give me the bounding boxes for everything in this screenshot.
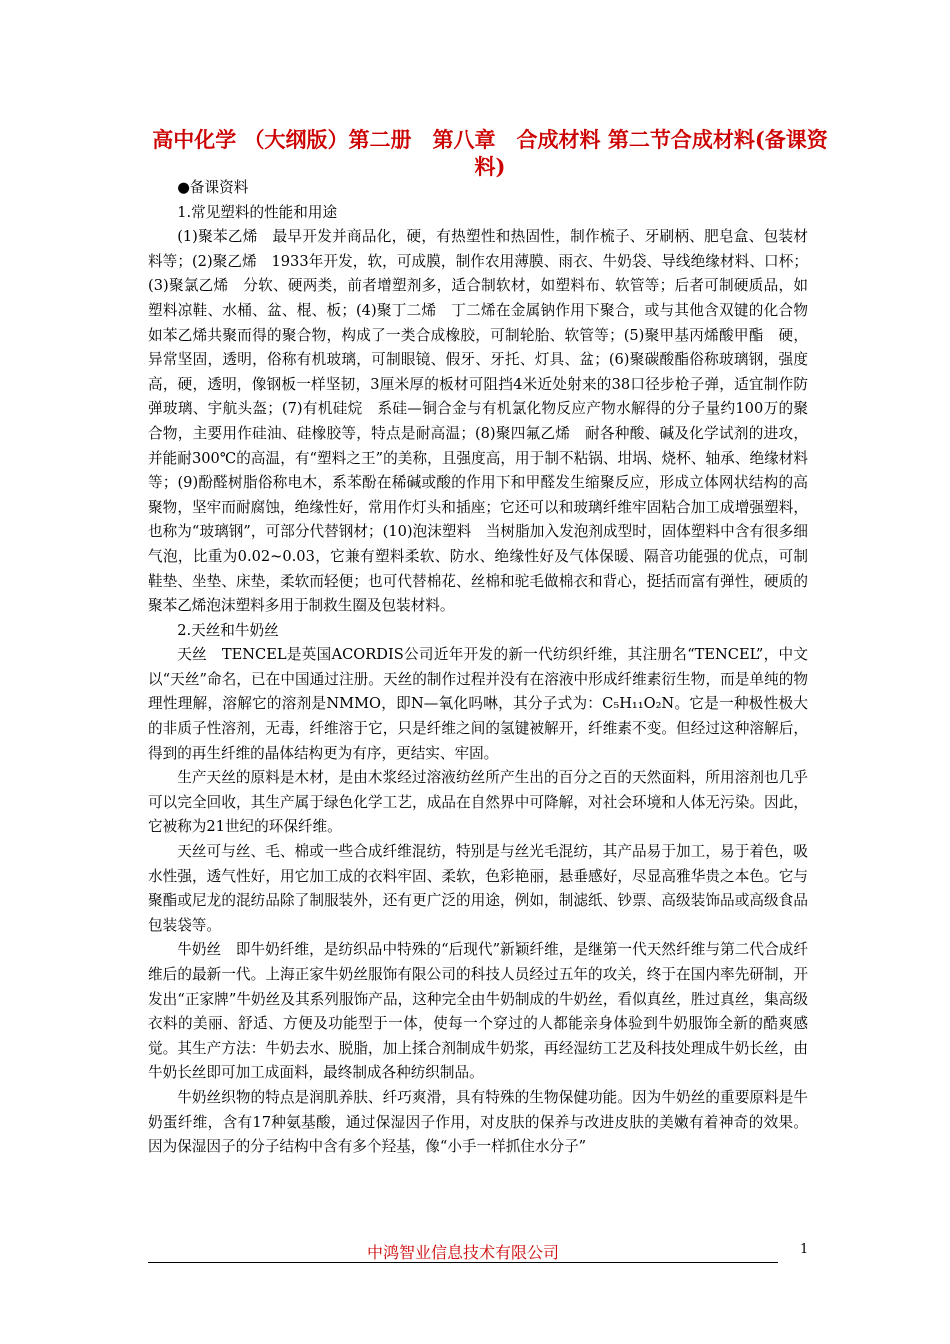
paragraph-plastics: (1)聚苯乙烯 最早开发并商品化，硬，有热塑性和热固性，制作梳子、牙刷柄、肥皂盒、包装材料等；(2)聚乙烯 1933年开发，软，可成膜，制作农用薄膜、雨衣、牛奶袋、导线绝缘材料、口杯；(3)聚氯乙烯 分软、硬两类，前者增塑剂多，适合制软材，如塑料布、软管等；后者可制硬质品，如塑料凉鞋、水桶、盆、棍、板；(4)聚丁二烯 丁二烯在金属钠作用下聚合，或与其他含双键的化合物如苯乙烯共聚而得的聚合物，构成了一类合成橡胶，可制轮胎、软管等；(5)聚甲基丙烯酸甲酯 硬，异常坚固，透明，俗称有机玻璃，可制眼镜、假牙、牙托、灯具、盆；(6)聚碳酸酯俗称玻璃钢，强度高，硬，透明，像钢板一样坚韧，3厘米厚的板材可阻挡4米近处射来的38口径步枪子弹，适宜制作防弹玻璃、宇航头盔；(7)有机硅烷 系硅—铜合金与有机氯化物反应产物水解得的分子量约100万的聚合物，主要用作硅油、硅橡胶等，特点是耐高温；(8)聚四氟乙烯 耐各种酸、碱及化学试剂的进攻，并能耐300℃的高温，有“塑料之王”的美称，且强度高，用于制不粘锅、坩埚、烧杯、轴承、绝缘材料等；(9)酚醛树脂俗称电木，系苯酚在稀碱或酸的作用下和甲醛发生缩聚反应，形成立体网状结构的高聚物，坚牢而耐腐蚀，绝缘性好，常用作灯头和插座；它还可以和玻璃纤维牢固粘合加工成增强塑料，也称为“玻璃钢”，可部分代替钢材；(10)泡沫塑料 当树脂加入发泡剂成型时，固体塑料中含有很多细气泡，比重为0.02~0.03，它兼有塑料柔软、防水、绝缘性好及气体保暖、隔音功能强的优点，可制鞋垫、坐垫、床垫，柔软而轻便；也可代替棉花、丝棉和驼毛做棉衣和背心，挺括而富有弹性，硬质的聚苯乙烯泡沫塑料多用于制救生圈及包装材料。 [148,228,808,615]
section-marker: ●备课资料 [177,179,249,196]
paragraph-milk-fiber-features: 牛奶丝织物的特点是润肌养肤、纤巧爽滑，具有特殊的生物保健功能。因为牛奶丝的重要原料是牛奶蛋纤维，含有17种氨基酸，通过保湿因子作用，对皮肤的保养与改进皮肤的美嫩有着神奇的效果。因为保湿因子的分子结构中含有多个羟基，像“小手一样抓住水分子” [148,1088,808,1156]
paragraph-tencel-intro: 天丝 TENCEL是英国ACORDIS公司近年开发的新一代纺织纤维，其注册名“TENCEL”，中文以“天丝”命名，已在中国通过注册。天丝的制作过程并没有在溶液中形成纤维素衍生物，而是单纯的物理性理解，溶解它的溶剂是NMMO，即N—氧化吗啉，其分子式为：C₅H₁₁O₂N。它是一种极性极大的非质子性溶剂，无毒，纤维溶于它，只是纤维之间的氢键被解开，纤维素不变。但经过这种溶解后，得到的再生纤维的晶体结构更为有序，更结实、牢固。 [148,646,808,762]
section-heading-plastics: 1.常见塑料的性能和用途 [177,203,338,221]
document-body [148,176,808,1160]
footer-company: 中鸿智业信息技术有限公司 [366,1243,559,1262]
document-title: 高中化学 （大纲版）第二册 第八章 合成材料 第二节合成材料(备课资料) [152,127,828,179]
footer-divider [148,1262,778,1263]
paragraph-tencel-production: 生产天丝的原料是木材，是由木浆经过溶液纺丝所产生出的百分之百的天然面料，所用溶剂也几乎可以完全回收，其生产属于绿色化学工艺，成品在自然界中可降解，对社会环境和人体无污染。因此，它被称为21世纪的环保纤维。 [148,769,808,836]
section-heading-fibers: 2.天丝和牛奶丝 [177,621,279,639]
paragraph-milk-fiber-intro: 牛奶丝 即牛奶纤维，是纺织品中特殊的“后现代”新颖纤维，是继第一代天然纤维与第二代合成纤维后的最新一代。上海正家牛奶丝服饰有限公司的科技人员经过五年的攻关，终于在国内率先研制，开发出“正家牌”牛奶丝及其系列服饰产品，这种完全由牛奶制成的牛奶丝，看似真丝，胜过真丝，集高级衣料的美丽、舒适、方便及功能型于一体，使每一个穿过的人都能亲身体验到牛奶服饰全新的酷爽感觉。其生产方法：牛奶去水、脱脂，加上揉合剂制成牛奶浆，再经湿纺工艺及科技处理成牛奶长丝，由牛奶长丝即可加工成面料，最终制成各种纺织制品。 [148,941,808,1082]
paragraph-tencel-uses: 天丝可与丝、毛、棉或一些合成纤维混纺，特别是与丝光毛混纺，其产品易于加工，易于着色，吸水性强，透气性好，用它加工成的衣料牢固、柔软，色彩艳丽，悬垂感好，尽显高雅华贵之本色。它与聚酯或尼龙的混纺品除了制服装外，还有更广泛的用途，例如，制滤纸、钞票、高级装饰品或高级食品包装袋等。 [148,843,808,934]
page-number: 1 [800,1242,809,1257]
